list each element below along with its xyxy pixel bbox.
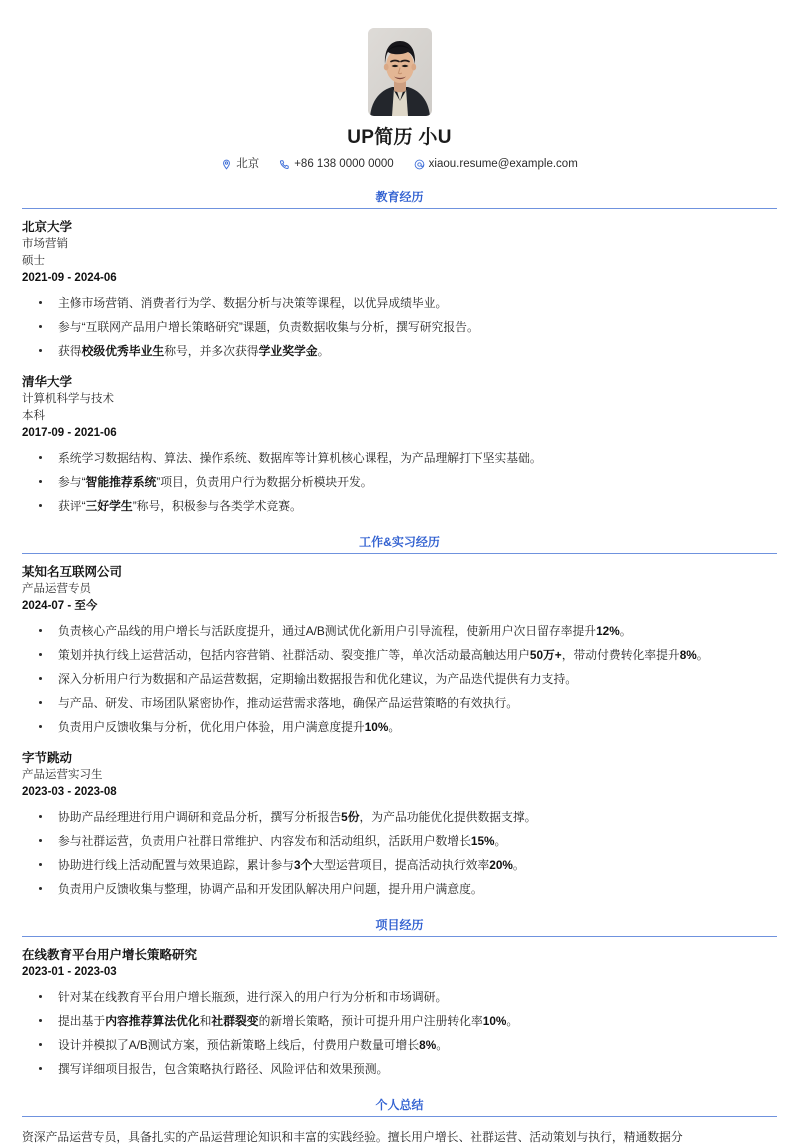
bullet-item xyxy=(22,716,777,738)
bullet-text: 撰写详细项目报告，包含策略执行路径、风险评估和效果预测。 xyxy=(58,1062,389,1076)
section-title: 教育经历 xyxy=(375,190,424,204)
bullet-text: 策划并执行线上运营活动，包括内容营销、社群活动、裂变推广等，单次活动最高触达用户 xyxy=(58,648,530,662)
entry-organization: 北京大学 xyxy=(22,220,73,234)
bullet-item xyxy=(22,668,777,690)
section-3 xyxy=(22,1097,777,1148)
bullet-text: 深入分析用户行为数据和产品运营数据，定期输出数据报告和优化建议，为产品迭代提供有力支持。 xyxy=(58,672,578,686)
highlight-text: 10% xyxy=(364,720,389,734)
highlight-text: 校级优秀毕业生 xyxy=(81,344,165,358)
bullet-item xyxy=(22,447,777,469)
contact-row xyxy=(22,156,777,172)
entry-role: 市场营销 xyxy=(22,238,68,250)
bullet-text: 参与“ xyxy=(58,475,86,489)
bullet-item xyxy=(22,316,777,338)
bullet-text: 主修市场营销、消费者行为学、数据分析与决策等课程，以优异成绩毕业。 xyxy=(58,296,448,310)
bullet-item xyxy=(22,495,777,517)
entry-date: 2017-09 - 2021-06 xyxy=(22,427,117,439)
bullet-text: 获评“ xyxy=(58,499,86,513)
bullet-text: 称号，并多次获得 xyxy=(164,344,259,358)
highlight-text: 社群裂变 xyxy=(211,1014,259,1028)
highlight-text: 三好学生 xyxy=(85,499,133,513)
bullet-item xyxy=(22,806,777,828)
entry-date: 2023-03 - 2023-08 xyxy=(22,786,117,798)
bullet-text: 参与“互联网产品用户增长策略研究”课题，负责数据收集与分析，撰写研究报告。 xyxy=(58,320,479,334)
bullet-item xyxy=(22,292,777,314)
resume-header xyxy=(22,0,777,172)
bullet-text: ”称号，积极参与各类学术竞赛。 xyxy=(132,499,302,513)
entry xyxy=(22,373,777,517)
bullet-text: ，为产品功能优化提供数据支撑。 xyxy=(359,810,537,824)
highlight-text: 10% xyxy=(482,1014,507,1028)
highlight-text: 5份 xyxy=(341,810,360,824)
bullet-item xyxy=(22,854,777,876)
bullet-text: 。 xyxy=(512,858,525,872)
email-icon xyxy=(414,159,425,170)
bullet-text: 。 xyxy=(619,624,632,638)
bullet-text: 协助产品经理进行用户调研和竞品分析，撰写分析报告 xyxy=(58,810,342,824)
contact-email xyxy=(414,156,578,172)
highlight-text: 学业奖学金 xyxy=(258,344,318,358)
bullet-item xyxy=(22,644,777,666)
entry-role: 产品运营专员 xyxy=(22,583,91,595)
bullet-text: 。 xyxy=(494,834,507,848)
section-divider xyxy=(22,553,777,554)
bullet-item xyxy=(22,1034,777,1056)
summary-text: 资深产品运营专员，具备扎实的产品运营理论知识和丰富的实践经验。擅长用户增长、社群运营、活动策划与执行，精通数据分 xyxy=(22,1130,683,1144)
highlight-text: 50万+ xyxy=(529,648,562,662)
bullet-text: 负责用户反馈收集与分析，优化用户体验，用户满意度提升 xyxy=(58,720,365,734)
contact-location-value: 北京 xyxy=(236,158,260,170)
highlight-text: 20% xyxy=(489,858,513,872)
bullet-list xyxy=(22,447,777,517)
section-title: 项目经历 xyxy=(375,918,424,932)
entry-date: 2024-07 - 至今 xyxy=(22,600,98,612)
highlight-text: 智能推荐系统 xyxy=(85,475,157,489)
entry-organization: 在线教育平台用户增长策略研究 xyxy=(22,948,198,962)
bullet-list xyxy=(22,806,777,900)
portrait-photo xyxy=(368,28,432,116)
entry-degree: 本科 xyxy=(22,410,45,422)
section-divider xyxy=(22,936,777,937)
bullet-item xyxy=(22,830,777,852)
highlight-text: 12% xyxy=(596,624,620,638)
resume-sections xyxy=(22,189,777,1148)
section-divider xyxy=(22,1116,777,1117)
entry-organization: 清华大学 xyxy=(22,375,73,389)
entry xyxy=(22,563,777,738)
bullet-list xyxy=(22,986,777,1080)
section-title: 工作&实习经历 xyxy=(359,535,440,549)
section-0 xyxy=(22,189,777,517)
bullet-text: 的新增长策略，预计可提升用户注册转化率 xyxy=(258,1014,483,1028)
location-pin-icon xyxy=(221,159,232,170)
bullet-text: 负责用户反馈收集与整理，协调产品和开发团队解决用户问题，提升用户满意度。 xyxy=(58,882,483,896)
bullet-text: 和 xyxy=(199,1014,212,1028)
highlight-text: 8% xyxy=(419,1038,437,1052)
highlight-text: 3个 xyxy=(293,858,313,872)
bullet-text: 与产品、研发、市场团队紧密协作，推动运营需求落地，确保产品运营策略的有效执行。 xyxy=(58,696,519,710)
bullet-text: 。 xyxy=(506,1014,519,1028)
bullet-item xyxy=(22,340,777,362)
entry xyxy=(22,946,777,1080)
highlight-text: 内容推荐算法优化 xyxy=(105,1014,200,1028)
entry-organization: 字节跳动 xyxy=(22,751,73,765)
bullet-text: 获得 xyxy=(58,344,82,358)
bullet-item xyxy=(22,878,777,900)
section-2 xyxy=(22,917,777,1080)
bullet-text: 设计并模拟了A/B测试方案，预估新策略上线后，付费用户数量可增长 xyxy=(58,1038,420,1052)
section-divider xyxy=(22,208,777,209)
bullet-text: ”项目，负责用户行为数据分析模块开发。 xyxy=(156,475,373,489)
bullet-item xyxy=(22,620,777,642)
entry-role: 产品运营实习生 xyxy=(22,769,103,781)
contact-phone xyxy=(279,156,393,172)
bullet-item xyxy=(22,471,777,493)
contact-email-value: xiaou.resume@example.com xyxy=(428,158,578,170)
bullet-text: 针对某在线教育平台用户增长瓶颈，进行深入的用户行为分析和市场调研。 xyxy=(58,990,448,1004)
bullet-text: 。 xyxy=(436,1038,449,1052)
bullet-list xyxy=(22,292,777,362)
bullet-text: 提出基于 xyxy=(58,1014,106,1028)
entry-organization: 某知名互联网公司 xyxy=(22,565,123,579)
entry xyxy=(22,749,777,900)
bullet-list xyxy=(22,620,777,738)
section-1 xyxy=(22,534,777,900)
entry-date: 2023-01 - 2023-03 xyxy=(22,966,117,978)
contact-location xyxy=(221,156,259,172)
bullet-item xyxy=(22,1058,777,1080)
bullet-text: 参与社群运营，负责用户社群日常维护、内容发布和活动组织，活跃用户数增长 xyxy=(58,834,471,848)
bullet-text: 。 xyxy=(388,720,401,734)
entry-degree: 硕士 xyxy=(22,255,45,267)
highlight-text: 8% xyxy=(679,648,697,662)
section-title: 个人总结 xyxy=(375,1098,424,1112)
bullet-text: 协助进行线上活动配置与效果追踪，累计参与 xyxy=(58,858,294,872)
bullet-item xyxy=(22,1010,777,1032)
bullet-text: 大型运营项目，提高活动执行效率 xyxy=(312,858,490,872)
bullet-text: 负责核心产品线的用户增长与活跃度提升，通过A/B测试优化新用户引导流程，使新用户次日留存率提升 xyxy=(58,624,597,638)
bullet-text: ，带动付费转化率提升 xyxy=(561,648,680,662)
page-title: UP简历 小U xyxy=(347,127,452,148)
bullet-text: 。 xyxy=(696,648,709,662)
entry-role: 计算机科学与技术 xyxy=(22,393,114,405)
entry-date: 2021-09 - 2024-06 xyxy=(22,272,117,284)
contact-phone-value: +86 138 0000 0000 xyxy=(294,158,394,170)
entry xyxy=(22,218,777,362)
bullet-item xyxy=(22,986,777,1008)
bullet-item xyxy=(22,692,777,714)
bullet-text: 。 xyxy=(317,344,330,358)
highlight-text: 15% xyxy=(470,834,495,848)
phone-icon xyxy=(279,159,290,170)
bullet-text: 系统学习数据结构、算法、操作系统、数据库等计算机核心课程，为产品理解打下坚实基础。 xyxy=(58,451,542,465)
